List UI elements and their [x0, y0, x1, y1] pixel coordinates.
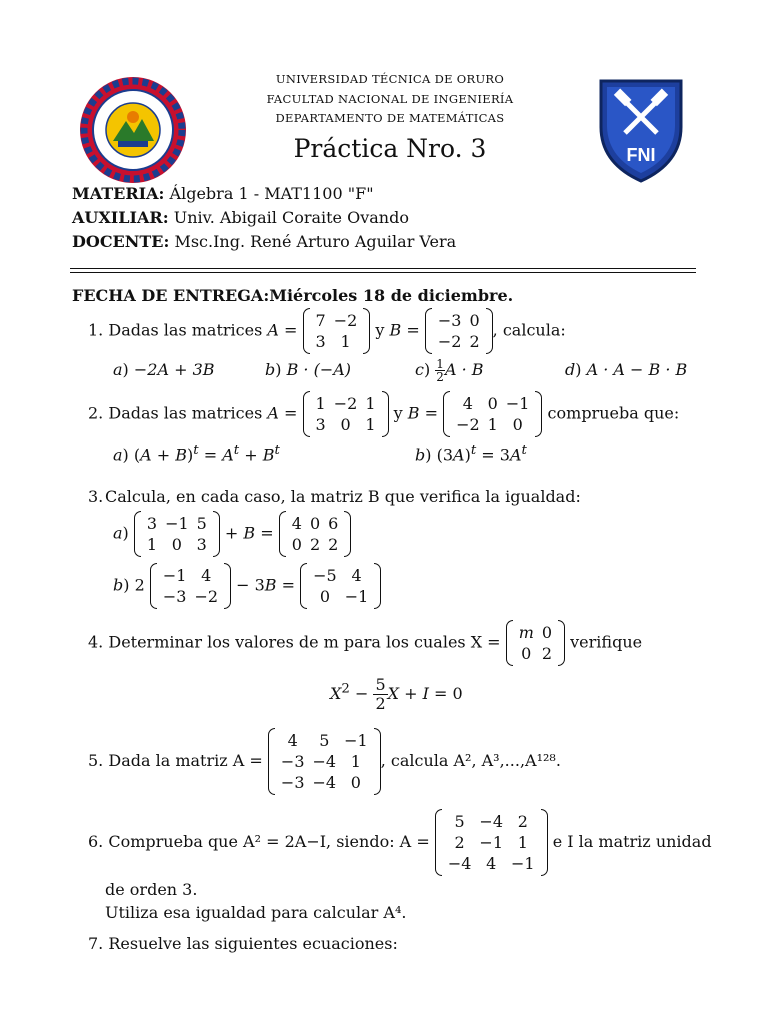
header-faculty: FACULTAD NACIONAL DE INGENIERÍA — [266, 92, 514, 106]
matrix-p4-x: m 0 0 2 — [506, 622, 565, 664]
p6-continuation-2: Utiliza esa igualdad para calcular A⁴. — [105, 903, 407, 922]
problem-3: Calcula, en cada caso, la matriz B que verifica la igualdad: — [105, 487, 581, 506]
matrix-p6-a: 5 −4 2 2 −1 1 −4 4 −1 — [435, 811, 548, 874]
problem-3-num: 3. — [88, 487, 104, 506]
matrix-p1-b: −3 0 −2 2 — [425, 310, 493, 352]
fni-shield-logo — [595, 75, 687, 185]
matrix-p5-a: 4 5 −1 −3 −4 1 −3 −4 0 — [268, 730, 381, 793]
matrix-p2-b: 4 0 −1 −2 1 0 — [443, 393, 542, 435]
problem-6: 6. Comprueba que A² = 2A−I, siendo: A = 5 −4 2 2 −1 1 −4 4 −1 e I la matriz unidad — [88, 812, 712, 873]
p1-item-b: b) B · (−A) — [265, 360, 352, 379]
matrix-p3-a1: 3 −1 5 1 0 3 — [134, 513, 220, 555]
p3-item-a: a) 3 −1 5 1 0 3 + B = 4 0 6 0 2 2 — [113, 513, 351, 555]
matrix-p3-a2: 4 0 6 0 2 2 — [279, 513, 352, 555]
matrix-p3-b1: −1 4 −3 −2 — [150, 565, 231, 607]
divider-top — [70, 268, 696, 269]
meta-docente: DOCENTE: Msc.Ing. René Arturo Aguilar Vera — [72, 232, 457, 251]
p2-item-b: b) $(3A)^t = 3A^t$ — [415, 443, 527, 465]
divider-bottom — [70, 272, 696, 273]
p3-item-b: b) 2 −1 4 −3 −2 − 3B = −5 4 0 −1 — [113, 565, 381, 607]
problem-4: 4. Determinar los valores de m para los cuales X = m 0 0 2 verifique — [88, 623, 643, 663]
p1-item-a: a) −2A + 3B — [113, 360, 215, 379]
matrix-p1-a: 7 −2 3 1 — [303, 310, 371, 352]
p2-item-a: a) $(A + B)^t = A^t + B^t$ — [113, 443, 280, 465]
p1-item-d: d) A · A − B · B — [565, 360, 688, 379]
problem-1: 1. Dadas las matrices A = 7 −2 3 1 y B = −3 0 −2 2 , calcula: — [88, 311, 566, 351]
fecha-entrega: FECHA DE ENTREGA:Miércoles 18 de diciembre. — [72, 286, 514, 305]
fni-logo-text: FNI — [626, 145, 656, 165]
meta-auxiliar: AUXILIAR: Univ. Abigail Coraite Ovando — [72, 208, 409, 227]
header-university: UNIVERSIDAD TÉCNICA DE ORURO — [275, 72, 505, 86]
matrix-p2-a: 1 −2 1 3 0 1 — [303, 393, 389, 435]
problem-7: 7. Resuelve las siguientes ecuaciones: — [88, 934, 398, 953]
matrix-p3-b2: −5 4 0 −1 — [300, 565, 381, 607]
meta-materia: MATERIA: Álgebra 1 - MAT1100 "F" — [72, 184, 374, 203]
page-title: Práctica Nro. 3 — [293, 134, 487, 163]
university-seal-logo — [78, 75, 188, 185]
problem-2: 2. Dadas las matrices A = 1 −2 1 3 0 1 y B = 4 0 −1 −2 1 0 comprueba que: — [88, 394, 680, 434]
header-department: DEPARTAMENTO DE MATEMÁTICAS — [275, 111, 505, 125]
p4-equation: $X^2$ − $\frac{5}{2}$ X + I = 0 — [330, 675, 463, 713]
p6-continuation-1: de orden 3. — [105, 880, 198, 899]
problem-5: 5. Dada la matriz A = 4 5 −1 −3 −4 1 −3 −4 0 , calcula A², A³,...,A¹²⁸. — [88, 731, 561, 792]
p1-item-c: c) $\frac{1}{2}$ A · B — [415, 357, 484, 384]
